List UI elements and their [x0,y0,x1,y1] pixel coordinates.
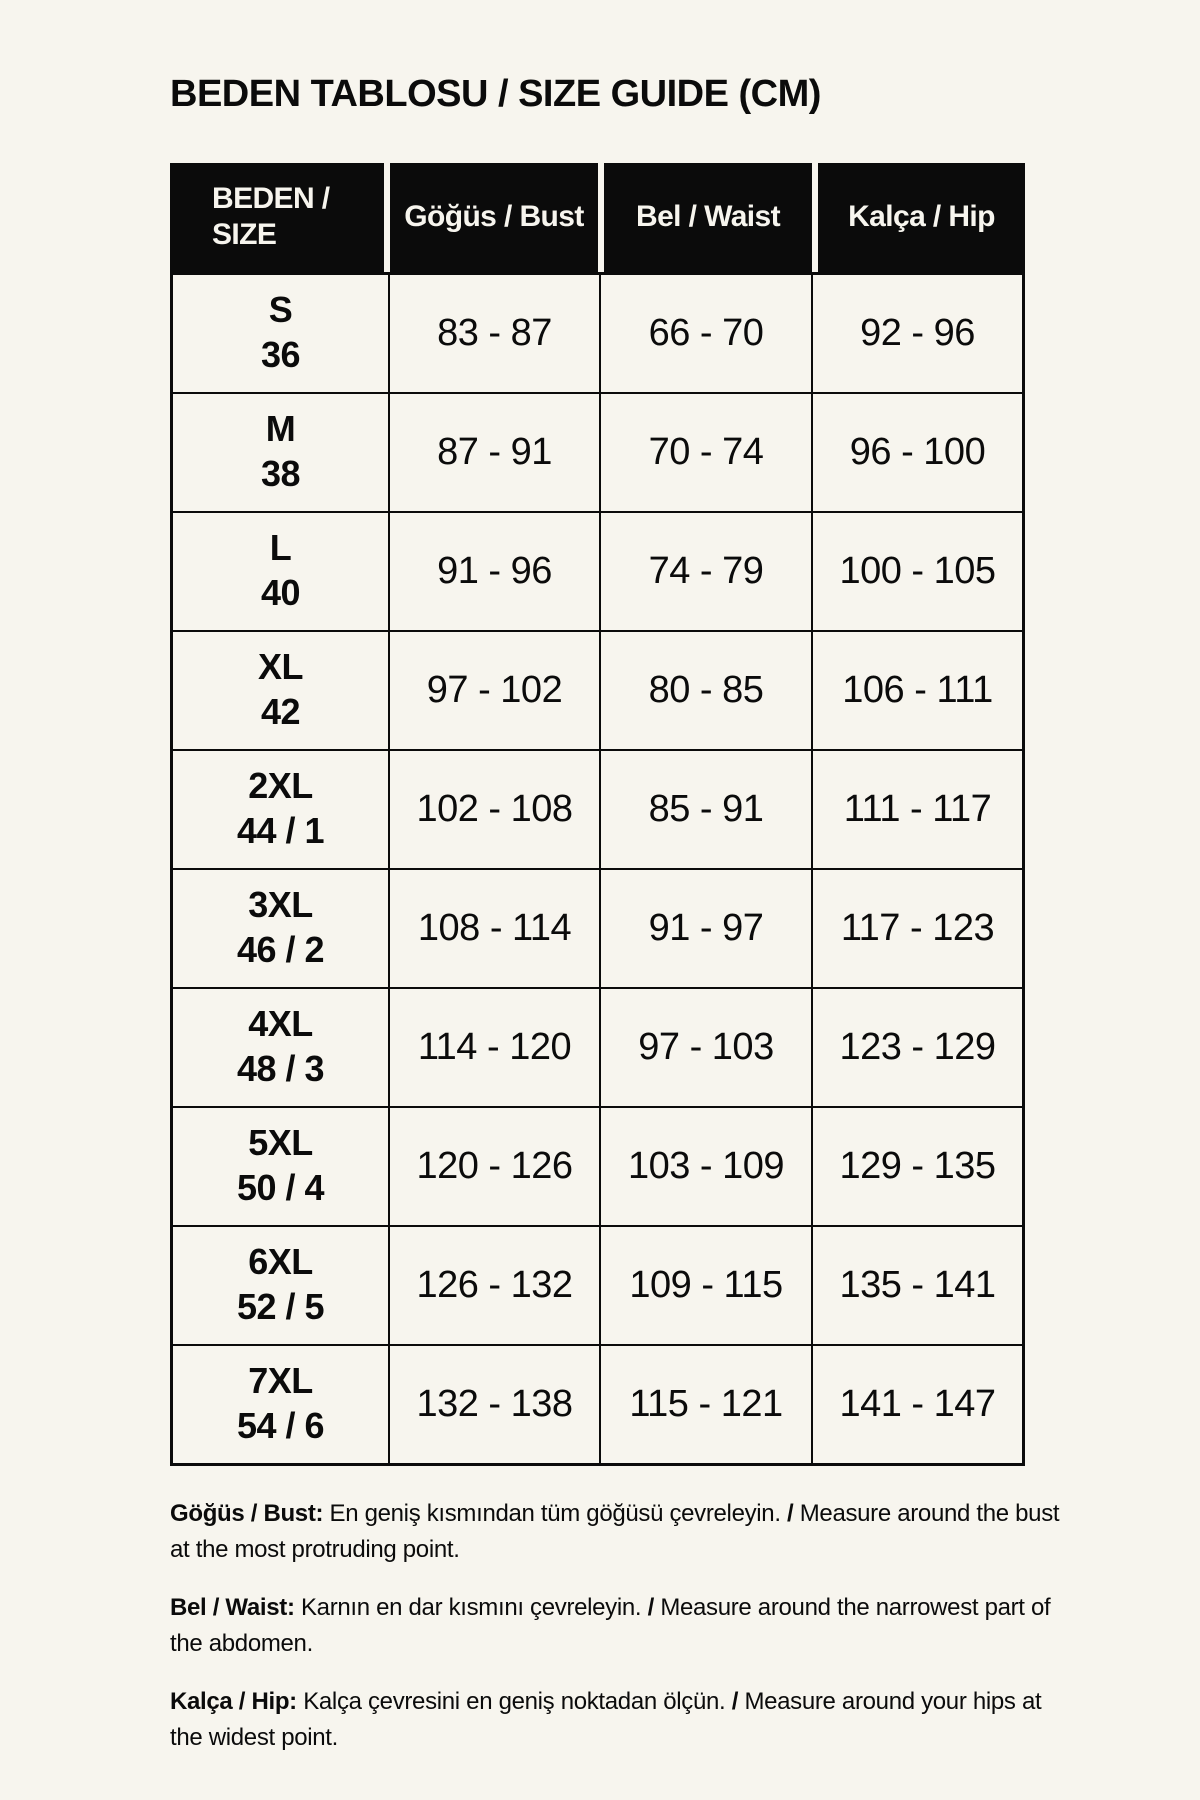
size-label-cell [173,1108,388,1225]
hip-value-cell: 135 - 141 [813,1227,1022,1344]
note-text-tr: En geniş kısmından tüm göğüsü çevreleyin. [329,1499,781,1527]
bust-value-cell: 83 - 87 [390,275,599,392]
measurement-notes [170,1496,1075,1756]
waist-value-cell: 80 - 85 [601,632,811,749]
size-alt-code: 48 / 3 [236,1048,325,1090]
measurement-note [170,1590,1075,1662]
waist-value-cell: 109 - 115 [601,1227,811,1344]
note-text-en: Measure around your hips at the widest point. [170,1687,1042,1751]
note-separator: / [731,1687,739,1715]
size-label-cell [173,275,388,392]
note-separator: / [787,1499,794,1527]
table-body [170,272,1025,1466]
size-table [170,163,1200,1466]
size-label-cell [173,1346,388,1463]
size-code: 3XL [248,884,313,926]
bust-value-cell: 126 - 132 [390,1227,599,1344]
waist-value-cell: 85 - 91 [601,751,811,868]
waist-value-cell: 74 - 79 [601,513,811,630]
size-code: 4XL [248,1003,313,1045]
bust-value-cell: 87 - 91 [390,394,599,511]
hip-value-cell: 141 - 147 [813,1346,1022,1463]
size-alt-code: 38 [260,453,301,495]
note-label: Kalça / Hip: [170,1687,297,1715]
note-text-tr: Karnın en dar kısmını çevreleyin. [300,1593,642,1621]
size-code: S [268,289,293,331]
size-alt-code: 36 [260,334,301,376]
bust-value-cell: 120 - 126 [390,1108,599,1225]
size-code: 7XL [248,1360,313,1402]
size-code: 5XL [248,1122,313,1164]
waist-value-cell: 66 - 70 [601,275,811,392]
bust-value-cell: 114 - 120 [390,989,599,1106]
hip-value-cell: 117 - 123 [813,870,1022,987]
column-header-bust: Göğüs / Bust [390,163,598,272]
size-label-cell [173,513,388,630]
column-header-waist: Bel / Waist [604,163,812,272]
size-label-cell [173,989,388,1106]
waist-value-cell: 97 - 103 [601,989,811,1106]
note-text-en: Measure around the narrowest part of the abdomen. [170,1593,1051,1657]
measurement-note [170,1496,1075,1568]
hip-value-cell: 111 - 117 [813,751,1022,868]
bust-value-cell: 102 - 108 [390,751,599,868]
measurement-note [170,1684,1075,1756]
hip-value-cell: 92 - 96 [813,275,1022,392]
note-label: Göğüs / Bust: [170,1499,324,1527]
hip-value-cell: 96 - 100 [813,394,1022,511]
size-code: M [265,408,296,450]
waist-value-cell: 91 - 97 [601,870,811,987]
size-label-cell [173,394,388,511]
size-alt-code: 46 / 2 [236,929,325,971]
note-label: Bel / Waist: [170,1593,295,1621]
column-header-size: BEDEN / SIZE [170,163,384,272]
waist-value-cell: 70 - 74 [601,394,811,511]
size-alt-code: 50 / 4 [236,1167,325,1209]
page-title: BEDEN TABLOSU / SIZE GUIDE (CM) [170,73,821,115]
hip-value-cell: 129 - 135 [813,1108,1022,1225]
size-label-cell [173,751,388,868]
hip-value-cell: 106 - 111 [813,632,1022,749]
table-header-row [170,163,1025,272]
hip-value-cell: 123 - 129 [813,989,1022,1106]
bust-value-cell: 132 - 138 [390,1346,599,1463]
size-label-cell [173,1227,388,1344]
waist-value-cell: 115 - 121 [601,1346,811,1463]
bust-value-cell: 91 - 96 [390,513,599,630]
size-alt-code: 44 / 1 [236,810,325,852]
size-label-cell [173,632,388,749]
size-code: XL [257,646,303,688]
column-header-hip: Kalça / Hip [818,163,1025,272]
note-text-tr: Kalça çevresini en geniş noktadan ölçün. [303,1687,726,1715]
size-code: L [269,527,292,569]
note-separator: / [647,1593,654,1621]
size-code: 2XL [248,765,313,807]
size-code: 6XL [248,1241,313,1283]
bust-value-cell: 108 - 114 [390,870,599,987]
size-label-cell [173,870,388,987]
note-text-en: Measure around the bust at the most protruding point. [170,1499,1060,1563]
size-alt-code: 54 / 6 [236,1405,325,1447]
size-alt-code: 52 / 5 [236,1286,325,1328]
waist-value-cell: 103 - 109 [601,1108,811,1225]
size-alt-code: 42 [260,691,301,733]
size-alt-code: 40 [260,572,301,614]
hip-value-cell: 100 - 105 [813,513,1022,630]
bust-value-cell: 97 - 102 [390,632,599,749]
